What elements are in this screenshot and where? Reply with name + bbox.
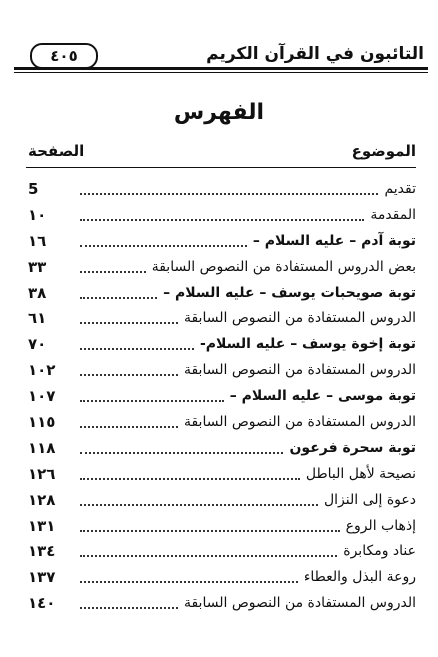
- toc-entry-page: ١٠: [28, 205, 47, 224]
- toc-leader-dots: [80, 219, 364, 221]
- toc-entry-page: ١٢٦: [28, 464, 56, 483]
- toc-entry: [28, 331, 416, 357]
- toc-leader-dots: [80, 452, 283, 454]
- toc-entry-title: روعة البذل والعطاء: [303, 569, 416, 586]
- table-of-contents: [28, 176, 416, 616]
- toc-entry-page: ١٦: [28, 231, 47, 250]
- toc-leader-dots: [80, 271, 146, 273]
- toc-entry-title: توبة موسى – عليه السلام –: [229, 388, 416, 405]
- toc-leader-dots: [80, 245, 247, 247]
- toc-entry-title: توبة صويحبات يوسف – عليه السلام –: [163, 284, 416, 301]
- toc-entry-page: ١٢٨: [28, 490, 56, 509]
- toc-entry: [28, 564, 416, 590]
- toc-entry-title: تقديم: [384, 180, 416, 197]
- toc-entry-page: ١٣٧: [28, 568, 56, 587]
- page-number: ٤٠٥: [30, 43, 98, 69]
- toc-entry: [28, 254, 416, 280]
- toc-entry-page: ٣٣: [28, 257, 47, 276]
- toc-leader-dots: [80, 193, 378, 195]
- toc-entry-title: الدروس المستفادة من النصوص السابقة: [183, 362, 416, 379]
- header-rule-thin: [14, 72, 428, 73]
- toc-entry-title: الدروس المستفادة من النصوص السابقة: [183, 595, 416, 612]
- toc-entry-title: دعوة إلى النزال: [323, 491, 416, 508]
- toc-entry-page: ٧٠: [28, 335, 47, 354]
- toc-entry: [28, 228, 416, 254]
- index-title: الفهرس: [173, 100, 265, 125]
- toc-entry-title: نصيحة لأهل الباطل: [305, 465, 416, 482]
- toc-entry-page: ٦١: [28, 309, 47, 328]
- toc-entry-page: ١١٨: [28, 438, 56, 457]
- toc-entry-title: توبة سحرة فرعون: [289, 439, 416, 456]
- toc-entry-title: بعض الدروس المستفادة من النصوص السابقة: [151, 258, 416, 275]
- toc-entry: [28, 280, 416, 306]
- header-rule: [14, 67, 428, 70]
- toc-leader-dots: [80, 426, 178, 428]
- toc-entry-title: توبة إخوة يوسف – عليه السلام-: [199, 336, 416, 353]
- toc-leader-dots: [80, 555, 337, 557]
- toc-entry: [28, 513, 416, 539]
- toc-entry-title: توبة آدم – عليه السلام –: [252, 232, 416, 249]
- page-header: [14, 40, 428, 74]
- column-header-page: الصفحة: [28, 142, 85, 160]
- toc-leader-dots: [80, 530, 340, 532]
- toc-entry-title: الدروس المستفادة من النصوص السابقة: [183, 310, 416, 327]
- running-title: التائبون في القرآن الكريم: [206, 44, 424, 64]
- toc-entry: [28, 176, 416, 202]
- toc-entry-page: ١٠٢: [28, 361, 56, 380]
- toc-leader-dots: [80, 348, 194, 350]
- toc-leader-dots: [80, 297, 157, 299]
- toc-entry: [28, 590, 416, 616]
- column-header-rule: [26, 167, 416, 168]
- toc-entry: [28, 202, 416, 228]
- toc-entry: [28, 383, 416, 409]
- column-headers: [28, 142, 416, 166]
- toc-entry: [28, 435, 416, 461]
- toc-entry-title: المقدمة: [370, 206, 416, 223]
- toc-leader-dots: [80, 504, 318, 506]
- toc-leader-dots: [80, 400, 224, 402]
- toc-entry: [28, 461, 416, 487]
- toc-leader-dots: [80, 322, 178, 324]
- toc-entry-title: الدروس المستفادة من النصوص السابقة: [183, 413, 416, 430]
- toc-leader-dots: [80, 374, 178, 376]
- toc-entry-page: ١٣١: [28, 516, 56, 535]
- column-header-subject: الموضوع: [351, 142, 416, 160]
- toc-entry-page: ١٠٧: [28, 387, 56, 406]
- toc-entry: [28, 357, 416, 383]
- toc-entry-page: ١١٥: [28, 412, 56, 431]
- toc-entry-page: 5: [28, 179, 39, 198]
- toc-entry: [28, 305, 416, 331]
- toc-entry-title: إذهاب الروع: [345, 517, 416, 534]
- toc-entry: [28, 409, 416, 435]
- toc-entry-page: ٣٨: [28, 283, 47, 302]
- toc-leader-dots: [80, 607, 178, 609]
- toc-leader-dots: [80, 581, 298, 583]
- toc-entry-title: عناد ومكابرة: [343, 543, 416, 560]
- toc-entry: [28, 538, 416, 564]
- toc-entry: [28, 487, 416, 513]
- toc-entry-page: ١٤٠: [28, 594, 56, 613]
- toc-leader-dots: [80, 478, 300, 480]
- toc-entry-page: ١٣٤: [28, 542, 56, 561]
